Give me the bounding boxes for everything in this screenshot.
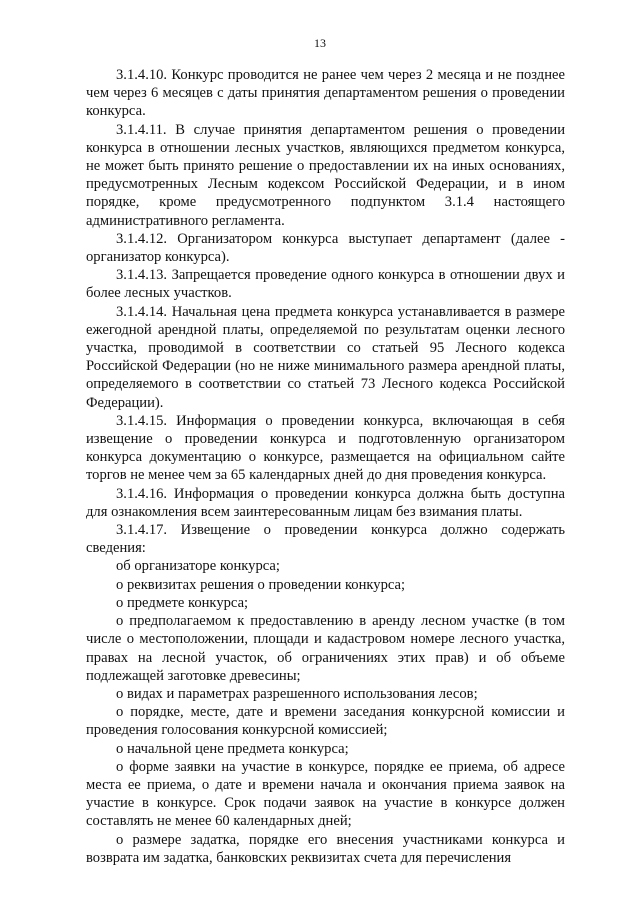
- paragraph-3-1-4-15: 3.1.4.15. Информация о проведении конкурса, включающая в себя извещение о проведении конкурса и подготовленную организатором конкурса документацию о конкурсе, размещается на официальном сайте торгов не менее чем за 65 календарных дней до дня проведения конкурса.: [86, 412, 565, 484]
- list-item-decision-details: о реквизитах решения о проведении конкурса;: [116, 576, 406, 593]
- paragraph-3-1-4-17: 3.1.4.17. Извещение о проведении конкурса должно содержать сведения:: [86, 522, 565, 557]
- list-item-organizer: об организаторе конкурса;: [116, 558, 280, 575]
- paragraph-3-1-4-14: 3.1.4.14. Начальная цена предмета конкурса устанавливается в размере ежегодной арендной платы, определяемой по результатам оценки лесного участка, проводимой в соответствии со статьей 95 Лесного кодекса Российской Федерации (но не ниже минимального размера арендной платы, определяемого в соответствии со статьей 73 Лесного кодекса Российской Федерации).: [86, 303, 565, 411]
- page-number: 13: [314, 36, 326, 50]
- list-item-commission-meeting: о порядке, месте, дате и времени заседания конкурсной комиссии и проведения голосования конкурсной комиссией;: [86, 704, 565, 739]
- list-item-starting-price: о начальной цене предмета конкурса;: [116, 740, 349, 757]
- paragraph-3-1-4-13: 3.1.4.13. Запрещается проведение одного конкурса в отношении двух и более лесных участков.: [86, 267, 565, 302]
- paragraph-3-1-4-12: 3.1.4.12. Организатором конкурса выступает департамент (далее - организатор конкурса).: [86, 230, 565, 266]
- paragraph-3-1-4-16: 3.1.4.16. Информация о проведении конкурса должна быть доступна для ознакомления всем заинтересованным лицам без взимания платы.: [86, 485, 565, 520]
- paragraph-3-1-4-10: 3.1.4.10. Конкурс проводится не ранее чем через 2 месяца и не позднее чем через 6 месяцев с даты принятия департаментом решения о проведении конкурса.: [86, 67, 565, 120]
- list-item-application-form: о форме заявки на участие в конкурсе, порядке ее приема, об адресе места ее приема, о дате и времени начала и окончания приема заявок на участие в конкурсе. Срок подачи заявок на участие в конкурсе должен составлять не менее 60 календарных дней;: [86, 758, 565, 830]
- list-item-forest-plot: о предполагаемом к предоставлению в аренду лесном участке (в том числе о местоположении, площади и кадастровом номере лесного участка, правах на лесной участок, об ограничениях этих прав) и об объеме подлежащей заготовке древесины;: [86, 613, 565, 684]
- list-item-subject: о предмете конкурса;: [116, 594, 249, 611]
- list-item-deposit: о размере задатка, порядке его внесения участниками конкурса и возврата им задатка, банковских реквизитах счета для перечисления: [86, 831, 565, 866]
- document-body: [86, 66, 565, 867]
- paragraph-3-1-4-11: 3.1.4.11. В случае принятия департаментом решения о проведении конкурса в отношении лесных участков, являющихся предметом конкурса, не может быть принято решение о предоставлении их на иных основаниях, предусмотренных Лесным кодексом Российской Федерации, и в ином порядке, кроме предусмотренного подпунктом 3.1.4 настоящего административного регламента.: [86, 121, 565, 229]
- list-item-forest-use: о видах и параметрах разрешенного использования лесов;: [116, 685, 478, 702]
